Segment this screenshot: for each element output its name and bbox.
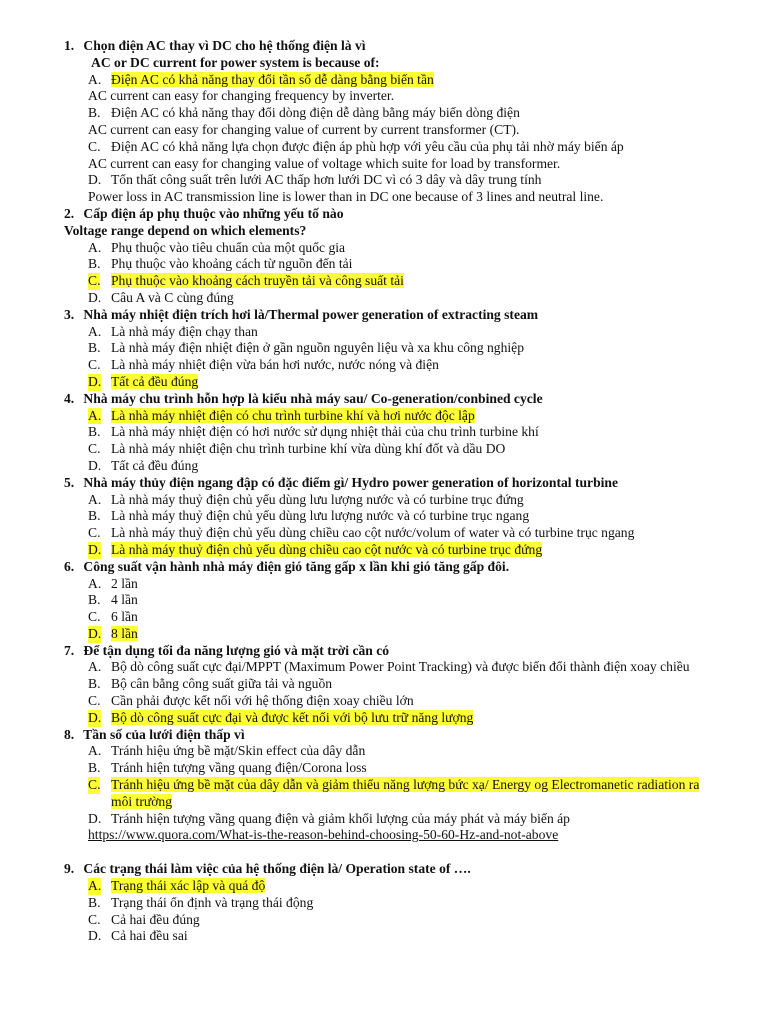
highlight-answer: Phụ thuộc vào khoảng cách truyền tải và công suất tải <box>111 273 404 289</box>
q9-option-a: A. Trạng thái xác lập và quá độ <box>88 878 266 894</box>
q8-option-c: C. Tránh hiệu ứng bề mặt của dây dẫn và giảm thiểu năng lượng bức xạ/ Energy og Electromanetic radiation ra môi trường <box>88 777 700 809</box>
q1-option-a: A. Điện AC có khả năng thay đổi tần số dễ dàng bằng biến tần <box>88 71 434 87</box>
q1-option-b: B. Điện AC có khả năng thay đổi dòng điện dễ dàng bằng máy biến dòng điện <box>88 105 520 121</box>
question-5-title: 5. Nhà máy thủy điện ngang đập có đặc điểm gì/ Hydro power generation of horizontal turbine <box>64 474 619 490</box>
q7-option-c: C. Cần phải được kết nối với hệ thống điện xoay chiều lớn <box>88 693 414 709</box>
q2-option-d: D. Câu A và C cùng đúng <box>88 289 234 305</box>
q6-option-c: C. 6 lần <box>88 609 138 625</box>
q5-option-c: C. Là nhà máy thuỷ điện chủ yếu dùng chiều cao cột nước/volum of water và có turbine trục ngang <box>88 525 635 541</box>
q1-option-c-en: AC current can easy for changing value of voltage which suite for load by transformer. <box>88 155 561 171</box>
q6-option-a: A. 2 lần <box>88 575 138 591</box>
q1-option-c: C. Điện AC có khả năng lựa chọn được điện áp phù hợp với yêu cầu của phụ tải nhờ máy biến áp <box>88 138 624 154</box>
q7-option-b: B. Bộ cân bằng công suất giữa tải và nguồn <box>88 676 333 692</box>
q5-option-d: D. Là nhà máy thuỷ điện chủ yếu dùng chiều cao cột nước và có turbine trục đứng <box>88 541 543 557</box>
q4-option-c: C. Là nhà máy nhiệt điện chu trình turbine khí vừa dùng khí đốt và dầu DO <box>88 441 506 457</box>
q5-option-b: B. Là nhà máy thuỷ điện chủ yếu dùng lưu lượng nước và có turbine trục ngang <box>88 508 530 524</box>
q1-option-b-en: AC current can easy for changing value of current by current transformer (CT). <box>88 121 520 137</box>
q6-option-d: D. 8 lần <box>88 625 138 641</box>
highlight-answer: 8 lần <box>111 625 138 641</box>
highlight-answer: Điện AC có khả năng thay đổi tần số dễ dàng bằng biến tần <box>111 71 434 87</box>
question-4-title: 4. Nhà máy chu trình hỗn hợp là kiểu nhà máy sau/ Co-generation/conbined cycle <box>64 390 543 406</box>
q4-option-a: A. Là nhà máy nhiệt điện có chu trình turbine khí và hơi nước độc lập <box>88 407 475 423</box>
q2-option-a: A. Phụ thuộc vào tiêu chuẩn của một quốc gia <box>88 239 346 255</box>
question-8-title: 8. Tần số của lưới điện thấp vì <box>64 726 245 742</box>
highlight-answer: Bộ dò công suất cực đại và được kết nối với bộ lưu trữ năng lượng <box>111 709 474 725</box>
highlight-answer: Trạng thái xác lập và quá độ <box>111 878 266 894</box>
question-7-title: 7. Để tận dụng tối đa năng lượng gió và mặt trời cần có <box>64 642 390 658</box>
q6-option-b: B. 4 lần <box>88 592 138 608</box>
reference-link-row <box>0 827 768 844</box>
question-6-title: 6. Công suất vận hành nhà máy điện gió tăng gấp x lần khi gió tăng gấp đôi. <box>64 558 510 574</box>
q3-option-d: D. Tất cả đều đúng <box>88 373 199 389</box>
question-1-title: 1. Chọn điện AC thay vì DC cho hệ thống điện là vì <box>64 38 366 53</box>
q8-option-d: D. Tránh hiện tượng vầng quang điện và giảm khối lượng của máy phát và máy biến áp <box>88 810 570 826</box>
q8-option-b: B. Tránh hiện tượng vầng quang điện/Corona loss <box>88 760 367 776</box>
question-9-title: 9. Các trạng thái làm việc của hệ thống điện là/ Operation state of …. <box>64 861 471 877</box>
q9-option-c: C. Cả hai đều đúng <box>88 911 200 927</box>
q4-option-d: D. Tất cả đều đúng <box>88 457 199 473</box>
highlight-answer: Là nhà máy nhiệt điện có chu trình turbine khí và hơi nước độc lập <box>111 407 475 423</box>
quora-link[interactable]: https://www.quora.com/What-is-the-reason-behind-choosing-50-60-Hz-and-not-above <box>88 827 559 843</box>
q8-option-a: A. Tránh hiệu ứng bề mặt/Skin effect của dây dẫn <box>88 743 366 759</box>
q1-option-d-en: Power loss in AC transmission line is lower than in DC one because of 3 lines and neutral line. <box>88 189 604 205</box>
q4-option-b: B. Là nhà máy nhiệt điện có hơi nước sử dụng nhiệt thải của chu trình turbine khí <box>88 424 539 440</box>
q9-option-b: B. Trạng thái ổn định và trạng thái động <box>88 894 314 910</box>
q9-option-d: D. Cả hai đều sai <box>88 928 188 944</box>
q1-option-a-en: AC current can easy for changing frequency by inverter. <box>88 88 395 104</box>
spacer <box>0 844 768 861</box>
question-1-title-en: AC or DC current for power system is because of: <box>91 54 380 70</box>
highlight-answer: Tránh hiệu ứng bề mặt của dây dẫn và giảm thiểu năng lượng bức xạ/ Energy og Electromanetic radiation ra môi trường <box>111 777 700 809</box>
highlight-answer: Tất cả đều đúng <box>111 373 199 389</box>
question-2-title-en: Voltage range depend on which elements? <box>64 222 307 238</box>
q3-option-b: B. Là nhà máy điện nhiệt điện ở gần nguồn nguyên liệu và xa khu công nghiệp <box>88 340 525 356</box>
q2-option-b: B. Phụ thuộc vào khoảng cách từ nguồn đến tải <box>88 256 353 272</box>
q3-option-c: C. Là nhà máy nhiệt điện vừa bán hơi nước, nước nóng và điện <box>88 357 439 373</box>
q2-option-c: C. Phụ thuộc vào khoảng cách truyền tải và công suất tải <box>88 273 404 289</box>
question-3-title: 3. Nhà máy nhiệt điện trích hơi là/Thermal power generation of extracting steam <box>64 306 539 322</box>
question-2-title: 2. Cấp điện áp phụ thuộc vào những yếu tố nào <box>64 205 344 221</box>
q7-option-d: D. Bộ dò công suất cực đại và được kết nối với bộ lưu trữ năng lượng <box>88 709 474 725</box>
q3-option-a: A. Là nhà máy điện chạy than <box>88 323 258 339</box>
highlight-answer: Là nhà máy thuỷ điện chủ yếu dùng chiều cao cột nước và có turbine trục đứng <box>111 541 543 557</box>
q5-option-a: A. Là nhà máy thuỷ điện chủ yếu dùng lưu lượng nước và có turbine trục đứng <box>88 491 524 507</box>
q1-option-d: D. Tổn thất công suất trên lưới AC thấp hơn lưới DC vì có 3 dây và dây trung tính <box>88 172 542 188</box>
q7-option-a: A. Bộ dò công suất cực đại/MPPT (Maximum Power Point Tracking) và được biến đổi thành điện xoay chiều <box>88 659 690 675</box>
